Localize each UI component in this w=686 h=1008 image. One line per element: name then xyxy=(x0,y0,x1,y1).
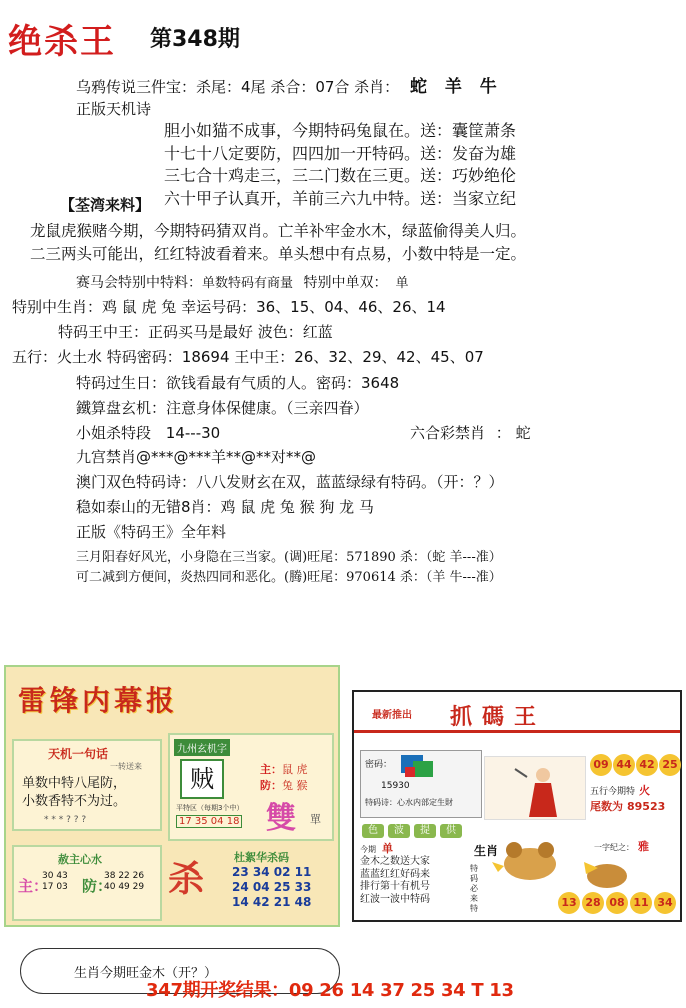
dan-label: 单 xyxy=(382,842,393,855)
fang2-label: 防： xyxy=(82,877,113,895)
left-poster xyxy=(4,665,340,927)
tema-tip: 特码必来特 xyxy=(470,864,478,913)
wuxing-line: 五行：火土水 特码密码：18694 王中王：26、32、29、42、45、07 xyxy=(12,348,484,366)
tianji-line: 单数中特八尾防， xyxy=(22,776,127,791)
right-poster-title: 抓碼王 xyxy=(450,704,547,730)
dan-char: 單 xyxy=(310,813,321,826)
bottom-ball: 34 xyxy=(654,892,676,914)
dujia-title: 杜絮华杀码 xyxy=(234,851,289,864)
tianji-title: 天机一句话 xyxy=(48,747,109,761)
phrase-val: 雅 xyxy=(638,840,649,853)
bottom-ball: 28 xyxy=(582,892,604,914)
tema-label: 特码诗： xyxy=(365,798,397,807)
wuxing-row xyxy=(590,782,650,798)
fang-label: 防： xyxy=(260,779,282,792)
dujia-row: 23 34 02 11 xyxy=(232,865,312,879)
verse-line: 二三两头可能出，红红特波看着来。单头想中有点易，小数中特是一定。 xyxy=(30,245,527,263)
chip: 波 xyxy=(388,824,410,838)
bottom-line: 三月阳春好风光，小身隐在三当家。(调)旺尾：571890 杀：（蛇 羊---准） xyxy=(76,550,502,565)
nine-char: 贼 xyxy=(180,759,224,799)
verse-block xyxy=(30,220,526,266)
fang2-num-row: 38 22 26 xyxy=(104,871,145,881)
code-box xyxy=(360,750,482,818)
right-poem-line: 排行第十有机号 xyxy=(360,881,430,892)
tail-val: 89523 xyxy=(627,800,666,813)
chip: 色 xyxy=(362,824,384,838)
tema-row xyxy=(365,797,453,808)
mouse2-illustration xyxy=(580,852,634,892)
fang-val: 兔 猴 xyxy=(282,779,308,792)
mouse-illustration xyxy=(490,832,576,888)
code-label: 密码： xyxy=(365,760,393,770)
right-poem-line: 红波一波中特码 xyxy=(360,893,430,905)
dujia-row: 14 42 21 48 xyxy=(232,895,312,909)
tema-value: 心水内部定生財 xyxy=(397,798,453,807)
tail-label: 尾数为 xyxy=(590,800,623,813)
nine-box xyxy=(168,733,334,841)
poem-line: 十七十八定要防，四四加一开特码。送：发奋为雄 xyxy=(164,143,517,163)
liuhe-ban-line xyxy=(410,422,531,443)
jinqi-label: 今期 xyxy=(360,845,376,854)
main-row xyxy=(260,761,308,777)
birthday-line: 特码过生日：欲钱看最有气质的人。密码：3648 xyxy=(76,374,400,392)
sage-illustration xyxy=(484,756,586,820)
right-poster-sub: 最新推出 xyxy=(372,710,412,721)
poem-line: 六十甲子认真开，羊前三六九中特。送：当家立纪 xyxy=(164,188,517,208)
top-ball: 25 xyxy=(659,754,681,776)
horse-label: 赛马会特别中特料： xyxy=(76,275,202,291)
crow-legend-line xyxy=(76,72,503,97)
bottom-lines xyxy=(76,548,502,588)
sha-char: 杀 xyxy=(168,858,205,900)
pingte-label: 平特区（每期3个中） xyxy=(176,804,244,812)
bottom-ball: 13 xyxy=(558,892,580,914)
main-val: 鼠 虎 xyxy=(282,763,308,776)
right-poster xyxy=(352,690,682,922)
tianji-lines xyxy=(22,775,126,811)
right-poster-header xyxy=(354,692,680,733)
shuang-char: 雙 xyxy=(266,801,296,836)
horse-line xyxy=(76,272,408,292)
zhu-nums xyxy=(42,871,68,893)
zhu-num-row: 30 43 xyxy=(42,871,68,881)
tianji-sign: 一转送来 xyxy=(110,762,142,771)
nine-palace-line: 九宫禁肖@***@***羊**@**对**@ xyxy=(76,448,317,466)
horse-label2: 特别中单双： xyxy=(303,275,388,291)
fang2-nums xyxy=(104,871,144,893)
king-line: 特码王中王：正码买马是最好 波色：红蓝 xyxy=(58,323,333,341)
dujia-row: 24 04 25 33 xyxy=(232,880,312,894)
top-ball: 44 xyxy=(613,754,635,776)
chip: 供 xyxy=(440,824,462,838)
wuxing-val: 火 xyxy=(639,784,651,797)
cloud-text: 生肖今期旺金木（开？） xyxy=(74,966,218,981)
bottom-ball: 11 xyxy=(630,892,652,914)
tianji-line: 小数香特不为过。 xyxy=(22,794,127,809)
top-ball: 09 xyxy=(590,754,612,776)
miss-kill-value: 14---30 xyxy=(165,424,221,442)
abacus-line: 鐵算盘玄机：注意身体保健康。（三亲四眷） xyxy=(76,399,369,417)
steady-line: 稳如泰山的无错8肖：鸡 鼠 虎 兔 猴 狗 龙 马 xyxy=(76,498,374,516)
miss-kill-label: 小姐杀特段 xyxy=(76,424,152,442)
liuhe-ban-label: 六合彩禁肖 xyxy=(410,424,486,442)
special-zodiac-line: 特别中生肖：鸡 鼠 虎 兔 幸运号码：36、15、04、46、26、14 xyxy=(12,298,446,316)
right-poem-line: 金木之数送大家 xyxy=(360,856,430,867)
macau-poem-line: 澳门双色特码诗：八八发财玄在双，蓝蓝绿绿有特码。（开：？） xyxy=(76,473,504,491)
wuxing-label: 五行今期特 xyxy=(590,787,636,797)
verse-line: 龙鼠虎猴赌今期，今期特码猜双肖。亡羊补牢金水木，绿蓝偷得美人归。 xyxy=(30,222,527,240)
liuhe-ban-value: ： 蛇 xyxy=(495,424,531,442)
tail-row xyxy=(590,798,665,814)
phrase-label: 一字纪之： xyxy=(594,843,634,852)
right-poem xyxy=(360,856,430,906)
tianji-dots: * * * ? ? ? xyxy=(44,815,87,825)
zhu-num-row: 17 03 xyxy=(42,882,68,892)
tianji-box xyxy=(12,739,162,831)
sage-icon xyxy=(485,757,585,819)
shengxiao-label: 生肖 xyxy=(474,844,499,858)
main-label: 主： xyxy=(260,763,282,776)
top-ball: 42 xyxy=(636,754,658,776)
nine-title: 九州玄机字 xyxy=(174,739,230,756)
miss-kill-line xyxy=(76,422,220,443)
zhu-label: 主： xyxy=(18,877,49,895)
logo: 绝杀王 xyxy=(8,22,116,62)
draw-result: 347期开奖结果：09 26 14 37 25 34 T 13 xyxy=(146,980,514,1001)
horse-value2: 单 xyxy=(395,276,409,291)
left-poster-title: 雷锋内幕报 xyxy=(18,684,179,717)
pass-box xyxy=(12,845,162,921)
poem-block xyxy=(164,120,516,210)
annual-line: 正版《特码王》全年料 xyxy=(76,523,227,541)
horse-value: 单数特码有商量 xyxy=(202,276,294,291)
logo-block-green xyxy=(413,761,433,777)
poem-line: 胆小如猫不成事，今期特码兔鼠在。送：囊筐萧条 xyxy=(164,121,517,140)
bottom-line: 可二减到方便间，炎热四同和恶化。(腾)旺尾：970614 杀：（羊 牛---准） xyxy=(76,570,502,585)
source-label: 【荃湾来料】 xyxy=(60,196,151,214)
right-poem-line: 蓝蓝红红好码来 xyxy=(360,868,430,880)
bottom-ball: 08 xyxy=(606,892,628,914)
crow-legend-text: 乌鸦传说三件宝：杀尾：4尾 杀合：07合 杀肖： xyxy=(76,78,400,96)
fang-row xyxy=(260,777,308,793)
pingte-nums: 17 35 04 18 xyxy=(176,815,242,828)
pass-title: 赦主心水 xyxy=(58,853,102,866)
crow-legend-zodiac: 蛇 羊 牛 xyxy=(409,77,503,97)
poem-line: 三七合十鸡走三，三二门数在三更。送：巧妙绝伦 xyxy=(164,166,517,185)
issue-number: 第348期 xyxy=(150,27,240,52)
poem-title: 正版天机诗 xyxy=(76,100,152,118)
logo-block-red xyxy=(405,767,415,777)
fang2-num-row: 40 49 29 xyxy=(104,882,145,892)
chip: 提 xyxy=(414,824,436,838)
dujia-rows xyxy=(232,865,311,910)
code-value: 15930 xyxy=(381,781,410,791)
